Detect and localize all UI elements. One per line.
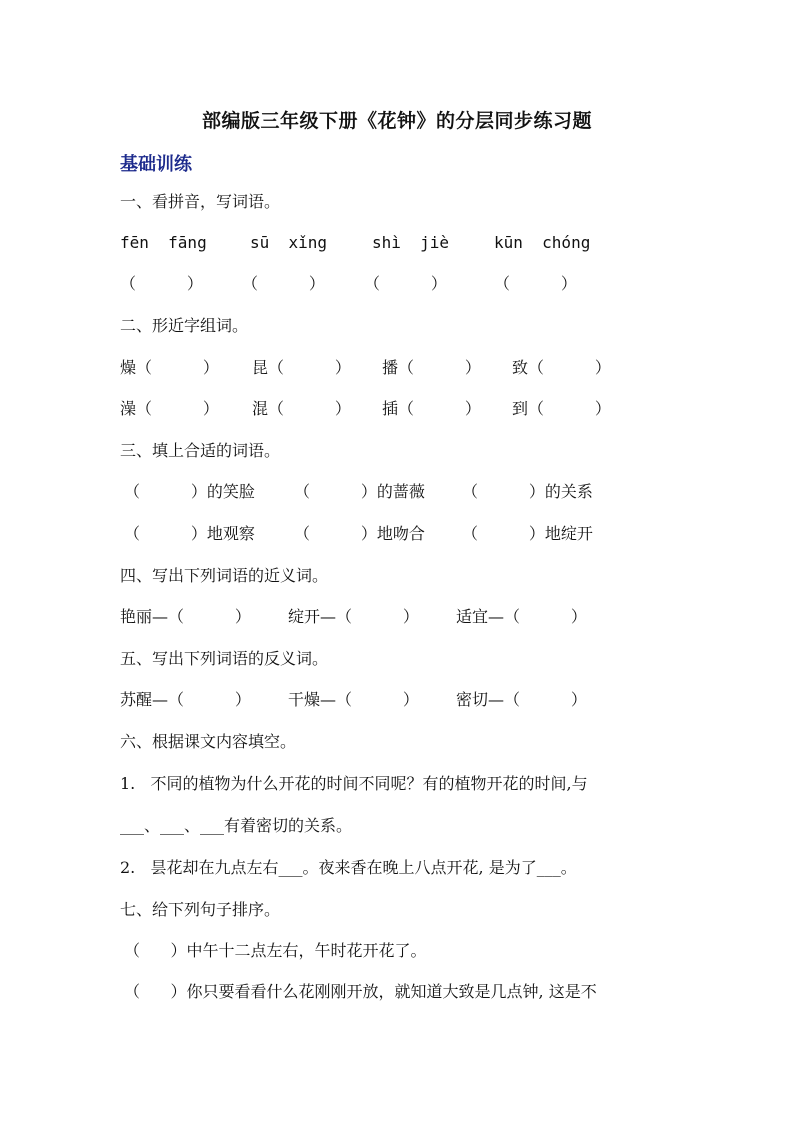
q2-item[interactable]: 混（ ） <box>252 399 351 418</box>
q2-item[interactable]: 到（ ） <box>512 399 611 418</box>
q1-pinyin-4: kūn chóng <box>494 233 591 252</box>
q4-item[interactable]: 绽开—（ ） <box>288 607 419 626</box>
q1-blank-3[interactable]: （ ） <box>364 274 447 293</box>
q1-blank-4[interactable]: （ ） <box>494 274 577 293</box>
q4-item[interactable]: 适宜—（ ） <box>456 607 587 626</box>
q2-item[interactable]: 澡（ ） <box>120 399 219 418</box>
q2-item[interactable]: 致（ ） <box>512 358 611 377</box>
q1-pinyin-2: sū xǐng <box>250 233 328 252</box>
q5-item[interactable]: 苏醒—（ ） <box>120 690 251 709</box>
q2-item[interactable]: 插（ ） <box>382 399 481 418</box>
q7-item-1[interactable]: （ ）中午十二点左右，午时花开花了。 <box>124 941 427 960</box>
q3-item[interactable]: （ ）的关系 <box>462 482 593 501</box>
q3-item[interactable]: （ ）的笑脸 <box>124 482 255 501</box>
q2-item[interactable]: 燥（ ） <box>120 358 219 377</box>
section-basic-training: 基础训练 <box>120 154 192 175</box>
q1-pinyin-3: shì jiè <box>372 233 450 252</box>
page-title: 部编版三年级下册《花钟》的分层同步练习题 <box>201 110 592 132</box>
q4-heading: 四、写出下列词语的近义词。 <box>120 566 329 585</box>
q2-item[interactable]: 播（ ） <box>382 358 481 377</box>
q1-blank-2[interactable]: （ ） <box>242 274 325 293</box>
q4-item[interactable]: 艳丽—（ ） <box>120 607 251 626</box>
q5-heading: 五、写出下列词语的反义词。 <box>120 649 329 668</box>
q3-item[interactable]: （ ）地吻合 <box>294 524 425 543</box>
q7-item-2[interactable]: （ ）你只要看看什么花刚刚开放，就知道大致是几点钟, 这是不 <box>124 982 597 1001</box>
q3-heading: 三、填上合适的词语。 <box>120 441 281 460</box>
q1-pinyin-1: fēn fāng <box>120 233 207 252</box>
q6-item-1-line-1: 1. 不同的植物为什么开花的时间不同呢？有的植物开花的时间,与 <box>120 774 588 793</box>
q6-item-1-line-2[interactable]: ___、___、___有着密切的关系。 <box>120 816 353 835</box>
q3-item[interactable]: （ ）的蔷薇 <box>294 482 425 501</box>
q6-item-2[interactable]: 2. 昙花却在九点左右___。夜来香在晚上八点开花, 是为了___。 <box>120 858 577 877</box>
q5-item[interactable]: 密切—（ ） <box>456 690 587 709</box>
q5-item[interactable]: 干燥—（ ） <box>288 690 419 709</box>
q3-item[interactable]: （ ）地绽开 <box>462 524 593 543</box>
q3-item[interactable]: （ ）地观察 <box>124 524 255 543</box>
q2-item[interactable]: 昆（ ） <box>252 358 351 377</box>
q2-heading: 二、形近字组词。 <box>120 316 249 335</box>
q1-blank-1[interactable]: （ ） <box>120 274 203 293</box>
q7-heading: 七、给下列句子排序。 <box>120 900 281 919</box>
q1-heading: 一、看拼音，写词语。 <box>120 192 281 211</box>
q6-heading: 六、根据课文内容填空。 <box>120 732 297 751</box>
